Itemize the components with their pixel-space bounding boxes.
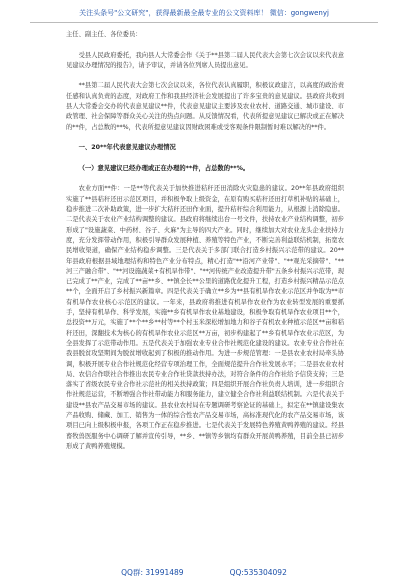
footer-qq: QQ:535304092 bbox=[229, 567, 287, 577]
summary-paragraph: **县第二届人民代表大会第七次会议以来，各位代表认真履职，积极议政建言，以高度的政治责任感和认真负责的态度，对政府工作和我县经济社会发展提出了许多宝贵的意见建议。县政府共收到县人大常委会交办的代表意见建议**件，代表意见建议主要涉及农业农村、道路交通、城市建设、市政管理、社会保障等群众关心关注的热点问题。从反馈情况看，代表所提意见建议已解决或正在解决的**件，占总数的**%，代表所提意见建议因财政困难或受客观条件限制暂时难以解决的**件。 bbox=[66, 82, 344, 131]
header-banner-text[interactable]: 关注头条号"公文研究"，获得最新最全最专业的公文资料库！ 微信：gongwenyj bbox=[79, 9, 329, 17]
footer-qq-group: QQ群: 31991489 bbox=[121, 567, 184, 577]
spacer bbox=[66, 154, 344, 164]
footer bbox=[0, 566, 408, 578]
agriculture-paragraph: 农业方面**件：一是**等代表关于加快推进秸秆还田消除火灾隐患的建议。20**年县政府组织实施了**县秸秆还田示范区项目，并积极争取上级资金，在原有购买秸秆还田打草机补贴的基础上，稳步推进二次补助政策，进一步扩大秸秆还田作业面，提升秸秆综合利用能力，从根源上消除隐患。二是代表关于农业产业结构调整的建议。县政府将继续出台一号文件，扶持农业产业结构调整，初步形成了"设施蔬菜、中药材、谷子、火麻"为主导的四大产业。同时，继续加大对农业龙头企业扶持力度，充分发挥带动作用，积极引导群众发展种植、养殖等特色产业，不断完善利益联结机制，拓宽农民增收渠道，确保产业结构稳步调整。三是代表关于多部门联合打造乡村振兴示范带的建议。20**年县政府根据县域地理结构和特色产业分布特点，精心打造"**沿河产业带"、"**观光采摘带"、"**河三产融合带"、"**河设施蔬菜+有机旱作带"、"**河传统产业改造提升带"五条乡村振兴示范带，现已完成了**产业，完成了**亩**乡、**镇全长**公里的道路优化提升工程，打造乡村振兴精品示范点**个，全面开启了乡村振兴新篇章。四是代表关于确立**乡为**县有机旱作农业示范区并争取为**市有机旱作农业核心示范区的建议。一年来，县政府将推进有机旱作农业作为农业转型发展的重要抓手，坚持有机旱作、科学发展，实施**乡有机旱作农业基地建设，积极争取有机旱作农业项目**个，总投资**万元，实施了**个**乡**村等**个村玉米深松增加地力和谷子有机农业种植示范区**亩和秸秆还田，深翻技术为核心的有机旱作农业示范区**万亩，初步构建起了**乡有机旱作农业示范区，为全县发挥了示范带动作用。五是代表关于加强农业专业合作社规范化建设的建议。农业专业合作社在我县脱贫攻坚期间为脱贫增收起到了积极的推动作用。为进一步规范管理：一是县农业农村局牵头协调，积极开展专业合作社规范化经营专项治理工作，全面规范提升合作社发展水平；二是县农业农村局、农信合作联社合作推出农民专业合作社贷款扶持办法，对符合条件的合作社给予信贷支持；三是落实了省级农民专业合作社示范社的相关扶持政策；四是组织开展合作社负责人培训，进一步组织合作社规范运营，不断增强合作社带动能力和服务能力，建立健全合作社利益联结机制。六是代表关于建设**县农产品交易市场的建议。县农业农村局在专题调研考察论证的基础上，拟定在**镇建设集农产品收购、储藏、加工、销售为一体的综合性农产品交易市场，高标准现代化的农产品交易市场，该项目已向上级积极申报，各项工作正在稳步推进。七是代表关于发展特色养殖黄鸭养殖的建议。经县畜牧兽医服务中心调研了解并宣传引导，**乡、**镇等乡镇均有群众开展黄鸭养殖，目前全县已初步形成了黄鸭养殖规模。 bbox=[66, 185, 344, 450]
salutation: 主任、副主任、各位委员： bbox=[66, 31, 142, 38]
header-banner bbox=[0, 6, 408, 20]
spacer bbox=[66, 71, 344, 81]
sub-heading: （一）意见建议已经办理或正在办理的**件，占总数的**%。 bbox=[78, 164, 250, 172]
section-heading: 一、20**年代表意见建议办理情况 bbox=[78, 144, 176, 152]
spacer bbox=[66, 133, 344, 143]
header-divider bbox=[30, 22, 378, 23]
document-body bbox=[66, 30, 344, 452]
spacer bbox=[66, 174, 344, 184]
intro-paragraph: 受县人民政府委托，我向县人大常委会作《关于**县第二届人民代表大会第七次会议以来代表意见建议办理情况的报告》，请予审议，并请各位列席人员提出意见。 bbox=[66, 51, 344, 69]
spacer bbox=[66, 40, 344, 50]
